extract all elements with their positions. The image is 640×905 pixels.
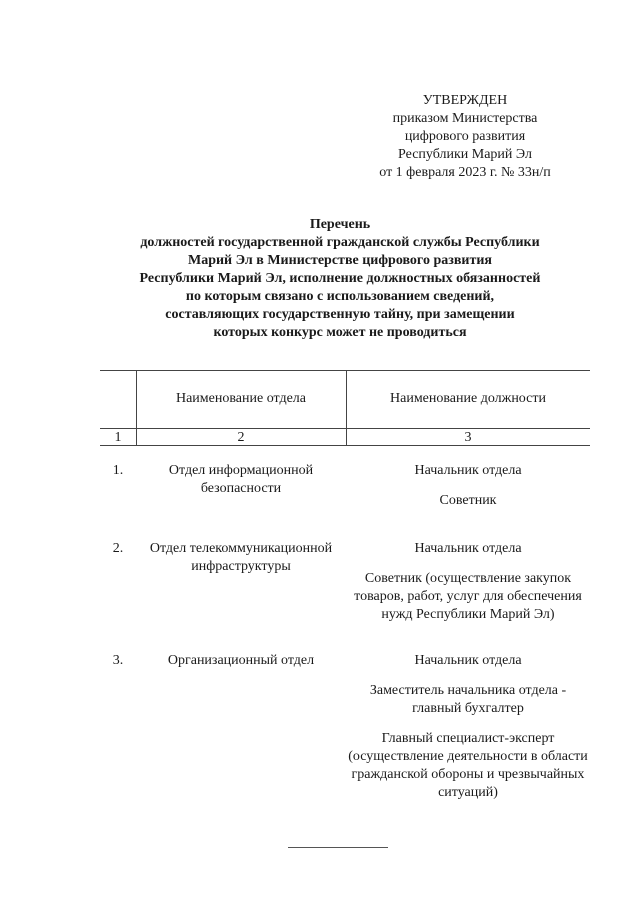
title-line: по которым связано с использованием сведений, — [185, 289, 495, 304]
position: Начальник отдела — [414, 463, 522, 478]
position: Советник (осуществление закупок товаров, работ, услуг для обеспечения нужд Республики Марий Эл) — [354, 571, 582, 622]
positions-cell — [346, 652, 590, 802]
table-top-border — [100, 370, 590, 371]
positions-cell — [346, 462, 590, 510]
approval-line: УТВЕРЖДЕН — [422, 93, 508, 108]
title-line: должностей государственной гражданской службы Республики — [140, 235, 540, 250]
approval-line: цифрового развития — [404, 129, 526, 144]
position: Заместитель начальника отдела - главный бухгалтер — [369, 683, 567, 716]
department-name: Отдел информационной безопасности — [168, 463, 314, 496]
header-divider — [100, 428, 590, 429]
row-number: 1. — [112, 463, 124, 478]
approval-line: Республики Марий Эл — [398, 147, 532, 162]
row-number: 2. — [112, 541, 124, 556]
approval-line: приказом Министерства — [392, 111, 538, 126]
title-line: Перечень — [309, 217, 371, 232]
positions-cell — [346, 540, 590, 624]
column-number-1: 1 — [114, 430, 122, 445]
row-number: 3. — [112, 653, 124, 668]
title-line: составляющих государственную тайну, при замещении — [165, 307, 515, 322]
approval-line: от 1 февраля 2023 г. № 33н/п — [379, 165, 551, 180]
title-line: Марий Эл в Министерстве цифрового развития — [187, 253, 492, 268]
approval-stamp — [340, 92, 590, 182]
title-line: которых конкурс может не проводиться — [213, 325, 467, 340]
department-name: Отдел телекоммуникационной инфраструктуры — [149, 541, 333, 574]
document-title — [90, 216, 590, 342]
column-number-2: 2 — [237, 430, 245, 445]
department-name: Организационный отдел — [167, 653, 315, 668]
position: Советник — [439, 493, 497, 508]
header-position: Наименование должности — [390, 391, 546, 406]
header-department: Наименование отдела — [175, 391, 306, 406]
position: Начальник отдела — [414, 541, 522, 556]
column-number-3: 3 — [464, 430, 472, 445]
position: Начальник отдела — [414, 653, 522, 668]
footer-separator — [288, 847, 388, 848]
position: Главный специалист-эксперт (осуществление деятельности в области гражданской обороны и чрезвычайных ситуаций) — [348, 731, 588, 800]
title-line: Республики Марий Эл, исполнение должностных обязанностей — [139, 271, 541, 286]
